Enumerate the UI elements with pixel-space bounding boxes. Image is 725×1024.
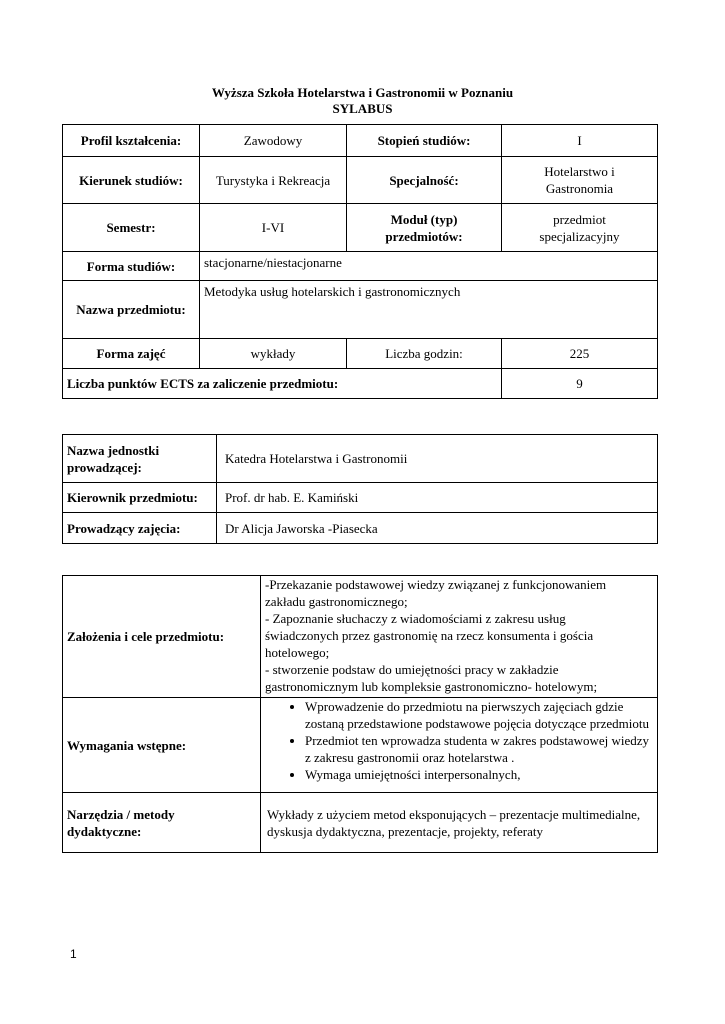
list-item: • Przedmiot ten wprowadza studenta w zakres podstawowej wiedzy z zakresu gastronomii oraz hotelarstwa . xyxy=(305,732,653,766)
nazwa-przedmiotu-value: Metodyka usług hotelarskich i gastronomicznych xyxy=(200,281,658,339)
profil-label: Profil kształcenia: xyxy=(63,125,200,157)
page-number: 1 xyxy=(70,947,77,961)
jednostka-label-line2: prowadzącej: xyxy=(67,459,142,475)
school-name: Wyższa Szkoła Hotelarstwa i Gastronomii w Poznaniu xyxy=(211,85,514,100)
kierunek-value: Turystyka i Rekreacja xyxy=(200,157,347,204)
modul-value-line2: specjalizacyjny xyxy=(539,228,620,244)
specjalnosc-value xyxy=(502,157,658,204)
prowadzacy-label: Prowadzący zajęcia: xyxy=(63,513,217,544)
jednostka-value: Katedra Hotelarstwa i Gastronomii xyxy=(217,435,658,483)
modul-label xyxy=(347,204,502,252)
jednostka-label xyxy=(63,435,217,483)
stopien-value: I xyxy=(502,125,658,157)
zalozenia-line: gastronomicznym lub kompleksie gastronomiczno- hotelowym; xyxy=(265,679,598,694)
forma-studiow-value: stacjonarne/niestacjonarne xyxy=(200,252,658,281)
zalozenia-label: Założenia i cele przedmiotu: xyxy=(63,576,261,698)
wymagania-list xyxy=(265,698,653,783)
zalozenia-line: - stworzenie podstaw do umiejętności pracy w zakładzie xyxy=(265,662,559,677)
modul-value xyxy=(502,204,658,252)
narzedzia-label xyxy=(63,793,261,853)
ects-value: 9 xyxy=(502,369,658,399)
zalozenia-line: zakładu gastronomicznego; xyxy=(265,594,408,609)
profil-value: Zawodowy xyxy=(200,125,347,157)
wymagania-label: Wymagania wstępne: xyxy=(63,698,261,793)
course-goals-table xyxy=(62,575,658,853)
kierunek-label: Kierunek studiów: xyxy=(63,157,200,204)
kierownik-label: Kierownik przedmiotu: xyxy=(63,483,217,513)
course-info-table xyxy=(62,124,658,399)
specjalnosc-label: Specjalność: xyxy=(347,157,502,204)
unit-info-table xyxy=(62,434,658,544)
modul-label-line1: Moduł (typ) xyxy=(390,211,458,227)
list-item: • Wprowadzenie do przedmiotu na pierwszych zajęciach gdzie zostaną przedstawione podstawowe pojęcia dotyczące przedmiotu xyxy=(305,698,653,732)
list-item: • Wymaga umiejętności interpersonalnych, xyxy=(305,766,653,783)
forma-zajec-label: Forma zajęć xyxy=(63,339,200,369)
zalozenia-line: hotelowego; xyxy=(265,645,330,660)
document-title: SYLABUS xyxy=(332,101,393,116)
liczba-godzin-label: Liczba godzin: xyxy=(347,339,502,369)
narzedzia-label-line2: dydaktyczne: xyxy=(67,823,142,839)
zalozenia-value xyxy=(261,576,658,698)
specjalnosc-value-line2: Gastronomia xyxy=(545,181,614,196)
modul-label-line2: przedmiotów: xyxy=(385,228,463,244)
semestr-value: I-VI xyxy=(200,204,347,252)
modul-value-line1: przedmiot xyxy=(553,211,606,227)
ects-label: Liczba punktów ECTS za zaliczenie przedmiotu: xyxy=(63,369,502,399)
narzedzia-value: Wykłady z użyciem metod eksponujących – prezentacje multimedialne, dyskusja dydaktyczna, prezentacje, projekty, referaty xyxy=(261,793,658,853)
prowadzacy-value: Dr Alicja Jaworska -Piasecka xyxy=(217,513,658,544)
zalozenia-line: -Przekazanie podstawowej wiedzy związanej z funkcjonowaniem xyxy=(265,577,607,592)
liczba-godzin-value: 225 xyxy=(502,339,658,369)
forma-studiow-label: Forma studiów: xyxy=(63,252,200,281)
narzedzia-label-line1: Narzędzia / metody xyxy=(67,806,175,822)
specjalnosc-value-line1: Hotelarstwo i xyxy=(544,164,615,179)
semestr-label: Semestr: xyxy=(63,204,200,252)
zalozenia-line: - Zapoznanie słuchaczy z wiadomościami z zakresu usług xyxy=(265,611,566,626)
stopien-label: Stopień studiów: xyxy=(347,125,502,157)
wymagania-value xyxy=(261,698,658,793)
kierownik-value: Prof. dr hab. E. Kamiński xyxy=(217,483,658,513)
jednostka-label-line1: Nazwa jednostki xyxy=(67,442,160,458)
forma-zajec-value: wykłady xyxy=(200,339,347,369)
zalozenia-line: świadczonych przez gastronomię na rzecz konsumenta i gościa xyxy=(265,628,594,643)
nazwa-przedmiotu-label: Nazwa przedmiotu: xyxy=(63,281,200,339)
